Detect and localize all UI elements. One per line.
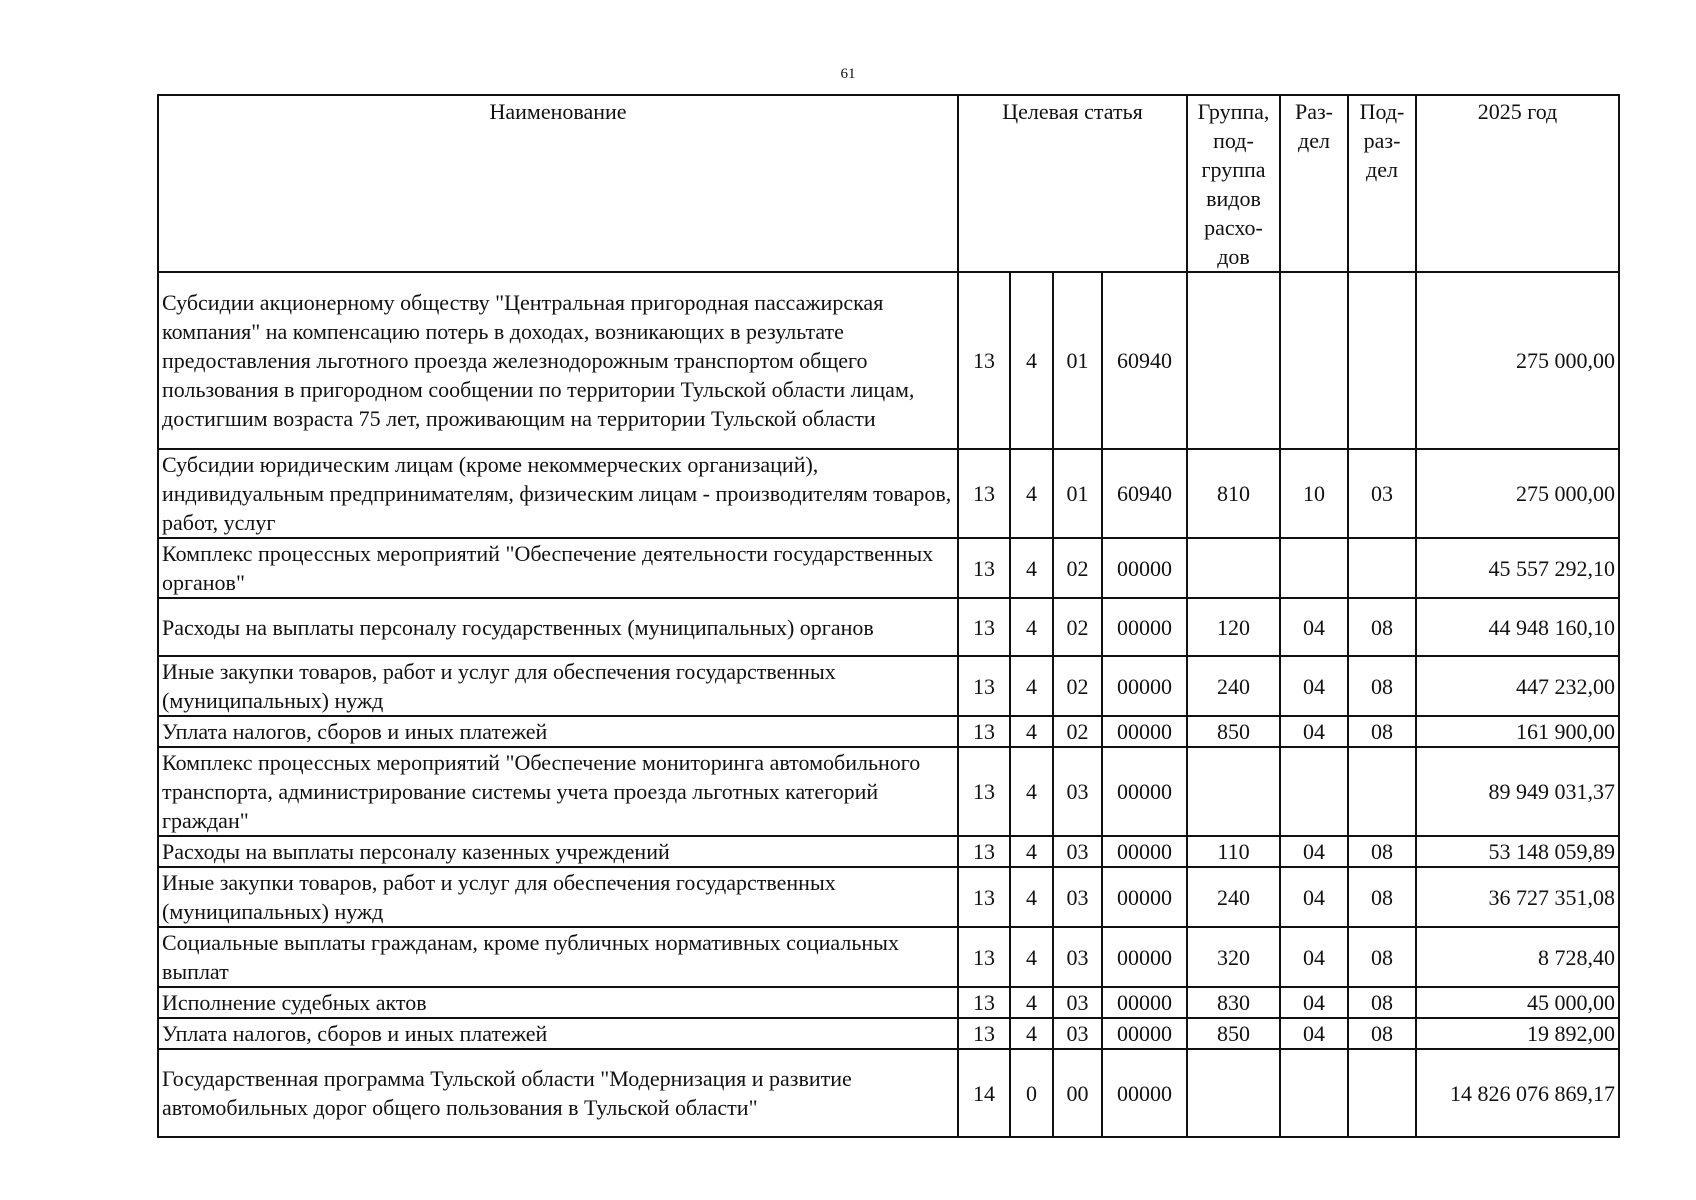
row-name: Уплата налогов, сборов и иных платежей bbox=[158, 1018, 958, 1049]
code-subprogram: 4 bbox=[1010, 272, 1053, 449]
row-name: Субсидии акционерному обществу "Центральная пригородная пассажирская компания" на компенсацию потерь в доходах, возникающих в результате предоставления льготного проезда железнодорожным транспортом общего пользования в пригородном сообщении по территории Тульской области лицам, достигшим возраста 75 лет, проживающим на территории Тульской области bbox=[158, 272, 958, 449]
code-subprogram: 4 bbox=[1010, 987, 1053, 1018]
code-program: 13 bbox=[958, 598, 1010, 656]
expense-group: 240 bbox=[1187, 867, 1280, 927]
subsection bbox=[1348, 1049, 1416, 1137]
code-direction: 00000 bbox=[1102, 747, 1187, 836]
table-body bbox=[158, 272, 1619, 1137]
table-row bbox=[158, 987, 1619, 1018]
section: 04 bbox=[1280, 927, 1348, 987]
subsection: 03 bbox=[1348, 449, 1416, 538]
page-number: 61 bbox=[840, 66, 856, 82]
header-subsection: Под- раз- дел bbox=[1348, 95, 1416, 272]
table-row bbox=[158, 1018, 1619, 1049]
code-direction: 00000 bbox=[1102, 538, 1187, 598]
section bbox=[1280, 1049, 1348, 1137]
amount-2025: 161 900,00 bbox=[1416, 716, 1619, 747]
code-program: 13 bbox=[958, 747, 1010, 836]
amount-2025: 275 000,00 bbox=[1416, 272, 1619, 449]
code-measure: 02 bbox=[1053, 538, 1102, 598]
amount-2025: 19 892,00 bbox=[1416, 1018, 1619, 1049]
header-group: Группа, под- группа видов расхо- дов bbox=[1187, 95, 1280, 272]
code-program: 13 bbox=[958, 538, 1010, 598]
code-measure: 01 bbox=[1053, 272, 1102, 449]
table-row bbox=[158, 598, 1619, 656]
code-measure: 02 bbox=[1053, 598, 1102, 656]
amount-2025: 14 826 076 869,17 bbox=[1416, 1049, 1619, 1137]
code-subprogram: 4 bbox=[1010, 867, 1053, 927]
code-measure: 03 bbox=[1053, 867, 1102, 927]
section: 10 bbox=[1280, 449, 1348, 538]
code-direction: 00000 bbox=[1102, 656, 1187, 716]
table-row bbox=[158, 716, 1619, 747]
row-name: Социальные выплаты гражданам, кроме публичных нормативных социальных выплат bbox=[158, 927, 958, 987]
amount-2025: 8 728,40 bbox=[1416, 927, 1619, 987]
code-subprogram: 4 bbox=[1010, 656, 1053, 716]
subsection: 08 bbox=[1348, 987, 1416, 1018]
amount-2025: 275 000,00 bbox=[1416, 449, 1619, 538]
code-program: 13 bbox=[958, 987, 1010, 1018]
code-direction: 60940 bbox=[1102, 272, 1187, 449]
code-program: 13 bbox=[958, 836, 1010, 867]
code-program: 13 bbox=[958, 1018, 1010, 1049]
code-measure: 03 bbox=[1053, 927, 1102, 987]
code-subprogram: 4 bbox=[1010, 747, 1053, 836]
expense-group: 110 bbox=[1187, 836, 1280, 867]
code-program: 14 bbox=[958, 1049, 1010, 1137]
code-program: 13 bbox=[958, 272, 1010, 449]
code-direction: 00000 bbox=[1102, 836, 1187, 867]
section: 04 bbox=[1280, 598, 1348, 656]
row-name: Уплата налогов, сборов и иных платежей bbox=[158, 716, 958, 747]
section: 04 bbox=[1280, 1018, 1348, 1049]
code-program: 13 bbox=[958, 927, 1010, 987]
row-name: Иные закупки товаров, работ и услуг для обеспечения государственных (муниципальных) нужд bbox=[158, 867, 958, 927]
table-row bbox=[158, 538, 1619, 598]
code-direction: 00000 bbox=[1102, 716, 1187, 747]
header-name: Наименование bbox=[158, 95, 958, 272]
code-direction: 00000 bbox=[1102, 1049, 1187, 1137]
table-row bbox=[158, 927, 1619, 987]
subsection bbox=[1348, 272, 1416, 449]
header-year: 2025 год bbox=[1416, 95, 1619, 272]
subsection bbox=[1348, 747, 1416, 836]
subsection: 08 bbox=[1348, 836, 1416, 867]
code-measure: 01 bbox=[1053, 449, 1102, 538]
expense-group: 850 bbox=[1187, 1018, 1280, 1049]
code-measure: 00 bbox=[1053, 1049, 1102, 1137]
expense-group: 850 bbox=[1187, 716, 1280, 747]
amount-2025: 36 727 351,08 bbox=[1416, 867, 1619, 927]
subsection: 08 bbox=[1348, 867, 1416, 927]
code-program: 13 bbox=[958, 867, 1010, 927]
section: 04 bbox=[1280, 656, 1348, 716]
expense-group: 120 bbox=[1187, 598, 1280, 656]
code-direction: 00000 bbox=[1102, 1018, 1187, 1049]
row-name: Субсидии юридическим лицам (кроме некоммерческих организаций), индивидуальным предпринимателям, физическим лицам - производителям товаров, работ, услуг bbox=[158, 449, 958, 538]
expense-group bbox=[1187, 538, 1280, 598]
subsection: 08 bbox=[1348, 656, 1416, 716]
expense-group: 240 bbox=[1187, 656, 1280, 716]
section bbox=[1280, 747, 1348, 836]
amount-2025: 447 232,00 bbox=[1416, 656, 1619, 716]
section: 04 bbox=[1280, 716, 1348, 747]
section: 04 bbox=[1280, 987, 1348, 1018]
section: 04 bbox=[1280, 867, 1348, 927]
row-name: Иные закупки товаров, работ и услуг для обеспечения государственных (муниципальных) нужд bbox=[158, 656, 958, 716]
expense-group: 830 bbox=[1187, 987, 1280, 1018]
section bbox=[1280, 538, 1348, 598]
code-direction: 00000 bbox=[1102, 927, 1187, 987]
row-name: Государственная программа Тульской области "Модернизация и развитие автомобильных дорог общего пользования в Тульской области" bbox=[158, 1049, 958, 1137]
subsection: 08 bbox=[1348, 598, 1416, 656]
table-header-row bbox=[158, 95, 1619, 272]
row-name: Расходы на выплаты персоналу казенных учреждений bbox=[158, 836, 958, 867]
code-program: 13 bbox=[958, 656, 1010, 716]
code-subprogram: 4 bbox=[1010, 716, 1053, 747]
code-direction: 00000 bbox=[1102, 867, 1187, 927]
section: 04 bbox=[1280, 836, 1348, 867]
header-target-article: Целевая статья bbox=[958, 95, 1187, 272]
header-section: Раз- дел bbox=[1280, 95, 1348, 272]
code-measure: 03 bbox=[1053, 747, 1102, 836]
table-row bbox=[158, 836, 1619, 867]
table-row bbox=[158, 272, 1619, 449]
expense-group bbox=[1187, 1049, 1280, 1137]
code-measure: 03 bbox=[1053, 836, 1102, 867]
code-measure: 03 bbox=[1053, 987, 1102, 1018]
code-direction: 60940 bbox=[1102, 449, 1187, 538]
section bbox=[1280, 272, 1348, 449]
subsection bbox=[1348, 538, 1416, 598]
code-subprogram: 4 bbox=[1010, 538, 1053, 598]
table-row bbox=[158, 656, 1619, 716]
amount-2025: 45 557 292,10 bbox=[1416, 538, 1619, 598]
row-name: Расходы на выплаты персоналу государственных (муниципальных) органов bbox=[158, 598, 958, 656]
expense-group: 320 bbox=[1187, 927, 1280, 987]
code-direction: 00000 bbox=[1102, 598, 1187, 656]
amount-2025: 53 148 059,89 bbox=[1416, 836, 1619, 867]
budget-table bbox=[157, 94, 1620, 1138]
expense-group bbox=[1187, 272, 1280, 449]
code-subprogram: 4 bbox=[1010, 1018, 1053, 1049]
amount-2025: 44 948 160,10 bbox=[1416, 598, 1619, 656]
expense-group bbox=[1187, 747, 1280, 836]
code-measure: 02 bbox=[1053, 716, 1102, 747]
code-program: 13 bbox=[958, 449, 1010, 538]
table-row bbox=[158, 747, 1619, 836]
code-subprogram: 4 bbox=[1010, 927, 1053, 987]
amount-2025: 89 949 031,37 bbox=[1416, 747, 1619, 836]
row-name: Исполнение судебных актов bbox=[158, 987, 958, 1018]
subsection: 08 bbox=[1348, 716, 1416, 747]
code-program: 13 bbox=[958, 716, 1010, 747]
code-measure: 03 bbox=[1053, 1018, 1102, 1049]
subsection: 08 bbox=[1348, 927, 1416, 987]
code-direction: 00000 bbox=[1102, 987, 1187, 1018]
table-row bbox=[158, 867, 1619, 927]
code-subprogram: 4 bbox=[1010, 836, 1053, 867]
code-measure: 02 bbox=[1053, 656, 1102, 716]
code-subprogram: 0 bbox=[1010, 1049, 1053, 1137]
code-subprogram: 4 bbox=[1010, 449, 1053, 538]
row-name: Комплекс процессных мероприятий "Обеспечение мониторинга автомобильного транспорта, администрирование системы учета проезда льготных категорий граждан" bbox=[158, 747, 958, 836]
code-subprogram: 4 bbox=[1010, 598, 1053, 656]
table-row bbox=[158, 1049, 1619, 1137]
amount-2025: 45 000,00 bbox=[1416, 987, 1619, 1018]
expense-group: 810 bbox=[1187, 449, 1280, 538]
subsection: 08 bbox=[1348, 1018, 1416, 1049]
row-name: Комплекс процессных мероприятий "Обеспечение деятельности государственных органов" bbox=[158, 538, 958, 598]
table-row bbox=[158, 449, 1619, 538]
